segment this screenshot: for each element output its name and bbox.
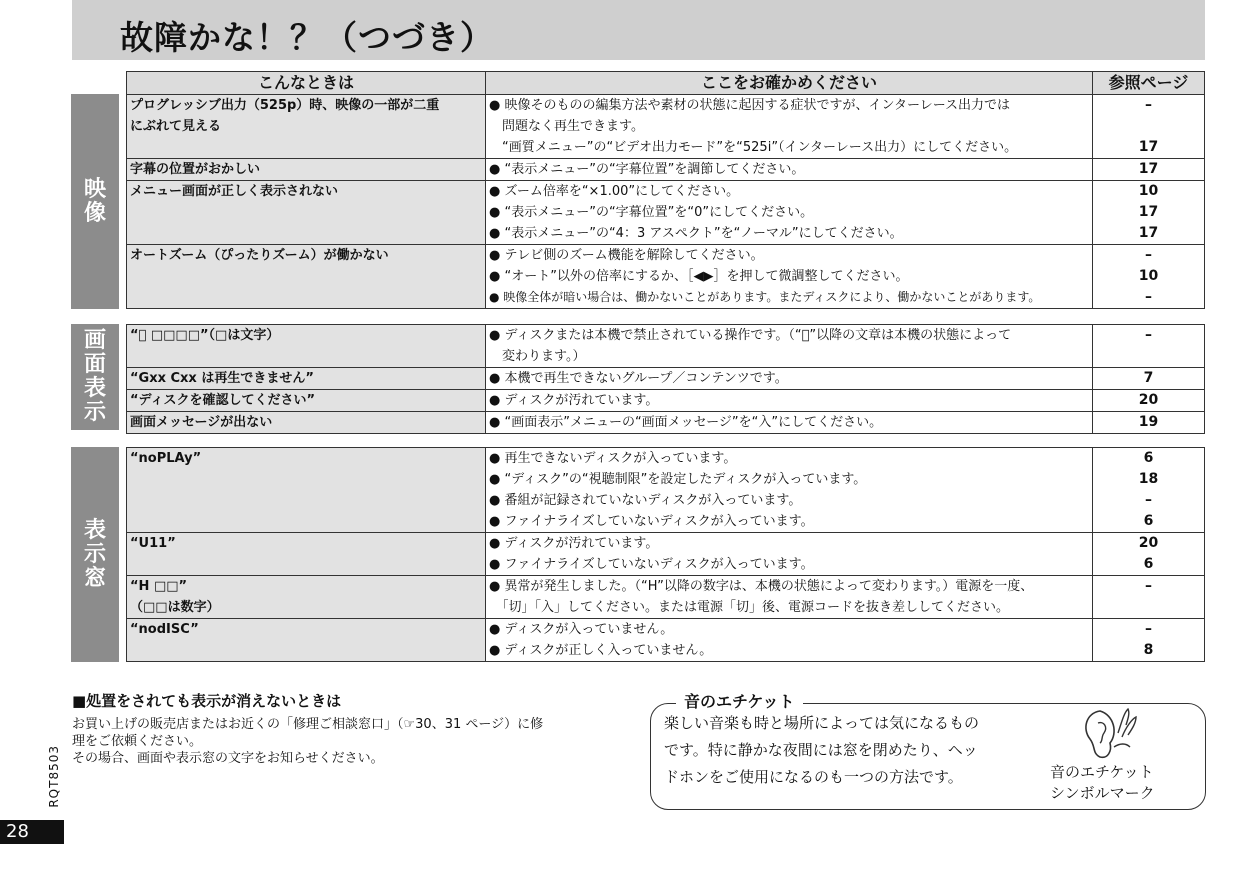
cell-line: ● ディスクが入っていません。 bbox=[489, 622, 674, 637]
text-line: です。特に静かな夜間には窓を閉めたり、ヘッ bbox=[664, 741, 978, 759]
cell-line: 10 bbox=[1138, 268, 1159, 284]
repair-text bbox=[72, 716, 632, 767]
table-row bbox=[127, 412, 1205, 434]
table-row bbox=[127, 368, 1205, 390]
cell-line: ● ディスクが汚れています。 bbox=[489, 536, 659, 551]
cell-line: ● 番組が記録されていないディスクが入っています。 bbox=[489, 493, 802, 508]
cell-line: ● ディスクまたは本機で禁止されている操作です。（“⃠”以降の文章は本機の状態によって bbox=[489, 328, 1012, 343]
cell-line: – bbox=[1145, 289, 1152, 305]
cell-line: ● “表示メニュー”の“字幕位置”を“0”にしてください。 bbox=[489, 205, 814, 220]
table-cell bbox=[1093, 576, 1205, 619]
table-cell bbox=[127, 390, 486, 412]
text-line: 音のエチケット bbox=[1050, 763, 1154, 781]
cell-line: にぶれて見える bbox=[130, 119, 222, 134]
cell-line: 8 bbox=[1143, 642, 1154, 658]
table-row bbox=[127, 95, 1205, 159]
table-cell bbox=[1093, 159, 1205, 181]
cell-line: 問題なく再生できます。 bbox=[489, 119, 644, 134]
header-row bbox=[127, 72, 1205, 95]
cell-line: ● 異常が発生しました。（“H”以降の数字は、本機の状態によって変わります。）電源を一度、 bbox=[489, 579, 1034, 594]
cell-line: “nodISC” bbox=[130, 622, 199, 637]
cell-line: 6 bbox=[1143, 556, 1154, 572]
cell-line: オートズーム（ぴったりズーム）が働かない bbox=[130, 248, 389, 263]
table-cell bbox=[486, 448, 1093, 533]
text-line: ドホンをご使用になるのも一つの方法です。 bbox=[664, 768, 963, 786]
page-number: 28 bbox=[0, 820, 64, 844]
cell-line: 10 bbox=[1138, 183, 1159, 199]
table-cell bbox=[486, 619, 1093, 662]
header-check: ここをお確かめください bbox=[486, 72, 1093, 95]
table-row bbox=[127, 390, 1205, 412]
text-line: その場合、画面や表示窓の文字をお知らせください。 bbox=[72, 751, 384, 766]
cell-line: プログレッシブ出力（525p）時、映像の一部が二重 bbox=[130, 98, 440, 113]
cell-line: – bbox=[1145, 578, 1152, 594]
table-cell bbox=[127, 245, 486, 309]
cell-line: “noPLAy” bbox=[130, 451, 202, 466]
cell-line: 7 bbox=[1143, 370, 1154, 386]
etiquette-text bbox=[664, 710, 1044, 791]
cell-line: “⃠ □□□□”（□は文字） bbox=[130, 328, 280, 343]
cell-line: – bbox=[1145, 492, 1152, 508]
cell-line: “U11” bbox=[130, 536, 176, 551]
table-cell bbox=[1093, 412, 1205, 434]
table-cell bbox=[127, 325, 486, 368]
cell-line: “ディスクを確認してください” bbox=[130, 393, 316, 408]
text-line: シンボルマーク bbox=[1050, 784, 1155, 802]
cell-line: “H □□” bbox=[130, 579, 188, 594]
model-number: RQT8503 bbox=[47, 745, 61, 808]
cell-line: ● ファイナライズしていないディスクが入っています。 bbox=[489, 514, 814, 529]
table-row bbox=[127, 181, 1205, 245]
table-cell bbox=[1093, 448, 1205, 533]
cell-line: ● “表示メニュー”の“字幕位置”を調節してください。 bbox=[489, 162, 805, 177]
cell-line: 6 bbox=[1143, 513, 1154, 529]
table-cell bbox=[486, 412, 1093, 434]
cell-line: メニュー画面が正しく表示されない bbox=[130, 184, 339, 199]
table-cell bbox=[486, 181, 1093, 245]
cell-line: 字幕の位置がおかしい bbox=[130, 162, 261, 177]
table-cell bbox=[127, 181, 486, 245]
table-cell bbox=[486, 325, 1093, 368]
table-cell bbox=[1093, 533, 1205, 576]
table-cell bbox=[1093, 368, 1205, 390]
table-cell bbox=[127, 576, 486, 619]
text-line: 理をご依頼ください。 bbox=[72, 734, 203, 749]
section-label-display bbox=[71, 447, 119, 662]
cell-line: 画面メッセージが出ない bbox=[130, 415, 273, 430]
cell-line: – bbox=[1145, 621, 1152, 637]
cell-line: ● 再生できないディスクが入っています。 bbox=[489, 451, 737, 466]
table-row bbox=[127, 245, 1205, 309]
table-cell bbox=[127, 619, 486, 662]
table-cell bbox=[1093, 619, 1205, 662]
cell-line: ● 映像全体が暗い場合は、働かないことがあります。またディスクにより、働かないことがあります。 bbox=[489, 290, 1041, 304]
table-cell bbox=[486, 533, 1093, 576]
table-cell bbox=[486, 576, 1093, 619]
table-cell bbox=[486, 390, 1093, 412]
table-cell bbox=[486, 95, 1093, 159]
section-label-video bbox=[71, 94, 119, 309]
table-cell bbox=[127, 95, 486, 159]
cell-line: 19 bbox=[1138, 414, 1159, 430]
table-row bbox=[127, 325, 1205, 368]
cell-line: ● ディスクが正しく入っていません。 bbox=[489, 643, 713, 658]
table-cell bbox=[1093, 245, 1205, 309]
table-cell bbox=[486, 159, 1093, 181]
table-row bbox=[127, 533, 1205, 576]
table-cell bbox=[127, 533, 486, 576]
cell-line: ● テレビ側のズーム機能を解除してください。 bbox=[489, 248, 764, 263]
table-cell bbox=[486, 368, 1093, 390]
cell-line: – bbox=[1145, 327, 1152, 343]
cell-line: ● ディスクが汚れています。 bbox=[489, 393, 659, 408]
table-row bbox=[127, 159, 1205, 181]
cell-line: – bbox=[1145, 97, 1152, 113]
sound-etiquette-symbol-icon bbox=[1078, 703, 1140, 761]
table-cell bbox=[127, 159, 486, 181]
cell-line: ● “画面表示”メニューの“画面メッセージ”を“入”にしてください。 bbox=[489, 415, 883, 430]
cell-line: 17 bbox=[1138, 204, 1159, 220]
cell-line bbox=[1096, 597, 1201, 618]
cell-line: ● 本機で再生できないグループ／コンテンツです。 bbox=[489, 371, 788, 386]
troubleshoot-table-display bbox=[126, 447, 1205, 662]
table-row bbox=[127, 448, 1205, 533]
table-cell bbox=[1093, 95, 1205, 159]
cell-line: ● “ディスク”の“視聴制限”を設定したディスクが入っています。 bbox=[489, 472, 867, 487]
cell-line bbox=[1096, 346, 1201, 367]
header-ref: 参照ページ bbox=[1093, 72, 1205, 95]
section-label-screen bbox=[71, 324, 119, 430]
text-line: 画面表示 bbox=[83, 328, 106, 425]
cell-line: – bbox=[1145, 247, 1152, 263]
cell-line: 20 bbox=[1138, 535, 1159, 551]
header-symptom: こんなときは bbox=[127, 72, 486, 95]
page-title: 故障かな！？（つづき） bbox=[120, 18, 494, 57]
text-line: 表示窓 bbox=[83, 517, 106, 591]
title-band bbox=[72, 0, 1205, 60]
cell-line: 17 bbox=[1138, 139, 1159, 155]
troubleshoot-table-screen bbox=[126, 324, 1205, 434]
cell-line: ● “オート”以外の倍率にするか、［◀▶］を押して微調整してください。 bbox=[489, 269, 909, 284]
cell-line: 17 bbox=[1138, 161, 1159, 177]
repair-heading: ■処置をされても表示が消えないときは bbox=[72, 692, 342, 710]
table-cell bbox=[127, 412, 486, 434]
text-line: お買い上げの販売店またはお近くの「修理ご相談窓口」（☞30、31 ページ）に修 bbox=[72, 717, 544, 732]
cell-line: 18 bbox=[1138, 471, 1159, 487]
cell-line: ● ズーム倍率を“×1.00”にしてください。 bbox=[489, 184, 740, 199]
table-cell bbox=[486, 245, 1093, 309]
table-row bbox=[127, 576, 1205, 619]
table-cell bbox=[1093, 181, 1205, 245]
cell-line: 変わります。） bbox=[489, 349, 586, 364]
cell-line: 20 bbox=[1138, 392, 1159, 408]
cell-line: “画質メニュー”の“ビデオ出力モード”を“525i”（インターレース出力）にしてください。 bbox=[489, 140, 1018, 155]
cell-line: （□□は数字） bbox=[130, 600, 220, 615]
table-row bbox=[127, 619, 1205, 662]
cell-line: 17 bbox=[1138, 225, 1159, 241]
table-cell bbox=[1093, 325, 1205, 368]
text-line: 映像 bbox=[83, 176, 106, 226]
cell-line: 6 bbox=[1143, 450, 1154, 466]
cell-line bbox=[1096, 116, 1201, 137]
troubleshoot-table-video bbox=[126, 71, 1205, 309]
text-line: 楽しい音楽も時と場所によっては気になるもの bbox=[664, 714, 980, 732]
cell-line: ● ファイナライズしていないディスクが入っています。 bbox=[489, 557, 814, 572]
cell-line: “Gxx Cxx は再生できません” bbox=[130, 371, 314, 386]
etiquette-mark-caption bbox=[1050, 762, 1180, 804]
table-cell bbox=[127, 448, 486, 533]
table-cell bbox=[1093, 390, 1205, 412]
cell-line: ● “表示メニュー”の“4：3 アスペクト”を“ノーマル”にしてください。 bbox=[489, 226, 903, 241]
cell-line: ● 映像そのものの編集方法や素材の状態に起因する症状ですが、インターレース出力では bbox=[489, 98, 1011, 113]
etiquette-title: 音のエチケット bbox=[676, 689, 803, 712]
cell-line: 「切」「入」してください。または電源「切」後、電源コードを抜き差ししてください。 bbox=[489, 600, 1010, 615]
table-cell bbox=[127, 368, 486, 390]
